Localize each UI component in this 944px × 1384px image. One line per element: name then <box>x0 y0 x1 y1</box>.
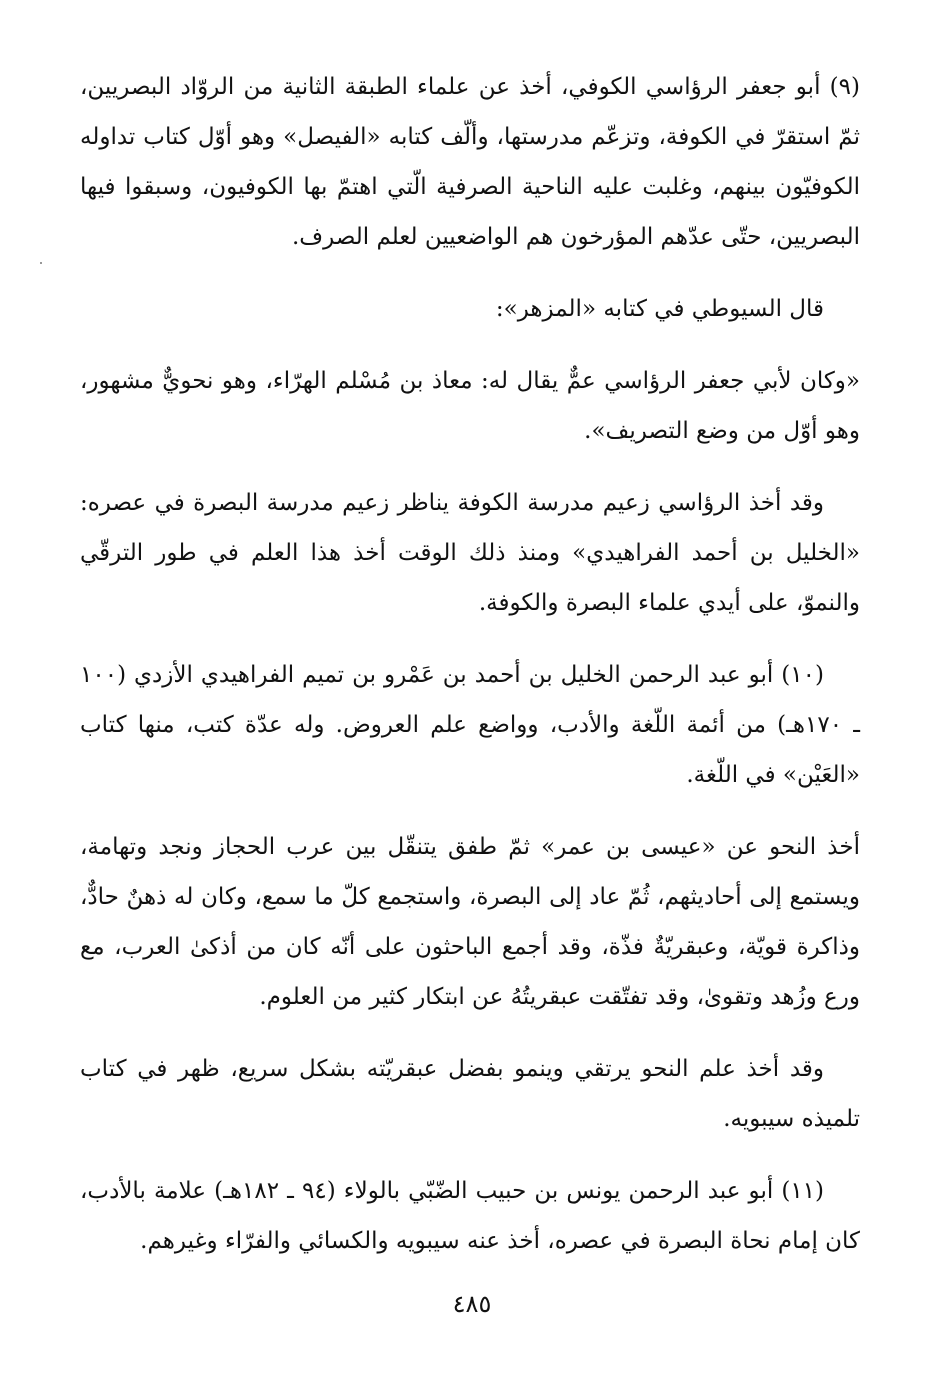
paragraph-biography-khalil: (١٠) أبو عبد الرحمن الخليل بن أحمد بن عَمْرو بن تميم الفراهيدي الأزدي (١٠٠ ـ ١٧٠هـ) من أئمة اللّغة والأدب، وواضع علم العروض. وله عدّة كتب، منها كتاب «العَيْن» في اللّغة. <box>80 662 860 788</box>
paragraph-ruasi-khalil: وقد أخذ الرؤاسي زعيم مدرسة الكوفة يناظر زعيم مدرسة البصرة في عصره: «الخليل بن أحمد الفراهيدي» ومنذ ذلك الوقت أخذ هذا العلم في طور الترقّي والنموّ، على أيدي علماء البصرة والكوفة. <box>80 490 860 616</box>
paragraph-biography-yunus: (١١) أبو عبد الرحمن يونس بن حبيب الضّبّي بالولاء (٩٤ ـ ١٨٢هـ) علامة بالأدب، كان إمام نحاة البصرة في عصره، أخذ عنه سيبويه والكسائي والفرّاء وغيرهم. <box>80 1178 860 1254</box>
scan-speck <box>40 262 42 264</box>
main-text <box>80 62 860 1288</box>
paragraph-suyuti-intro: قال السيوطي في كتابه «المزهر»: <box>495 296 824 322</box>
paragraph-khalil-learning: أخذ النحو عن «عيسى بن عمر» ثمّ طفق يتنقّل بين عرب الحجاز ونجد وتهامة، ويستمع إلى أحاديثهم، ثُمّ عاد إلى البصرة، واستجمع كلّ ما سمع، وكان له ذهنٌ حادٌّ، وذاكرة قويّة، وعبقريّةٌ فذّة، وقد أجمع الباحثون على أنّه كان من أذكىٰ العرب، مع ورع وزُهد وتقوىٰ، وقد تفتّقت عبقريتُهُ عن ابتكار كثير من العلوم. <box>80 834 860 1010</box>
paragraph-nahw-progress: وقد أخذ علم النحو يرتقي وينمو بفضل عبقريّته بشكل سريع، ظهر في كتاب تلميذه سيبويه. <box>80 1056 860 1132</box>
paragraph-biography-ruasi: (٩) أبو جعفر الرؤاسي الكوفي، أخذ عن علماء الطبقة الثانية من الروّاد البصريين، ثمّ استقرّ في الكوفة، وتزعّم مدرستها، وألّف كتابه «الفيصل» وهو أوّل كتاب تداوله الكوفيّون بينهم، وغلبت عليه الناحية الصرفية الّتي اهتمّ بها الكوفيون، وسبقوا فيها البصريين، حتّى عدّهم المؤرخون هم الواضعيين لعلم الصرف. <box>80 74 860 250</box>
page-number: ٤٨٥ <box>452 1290 492 1318</box>
paragraph-suyuti-quote: «وكان لأبي جعفر الرؤاسي عمٌّ يقال له: معاذ بن مُسْلم الهرّاء، وهو نحويٌّ مشهور، وهو أوّل من وضع التصريف». <box>80 368 860 444</box>
